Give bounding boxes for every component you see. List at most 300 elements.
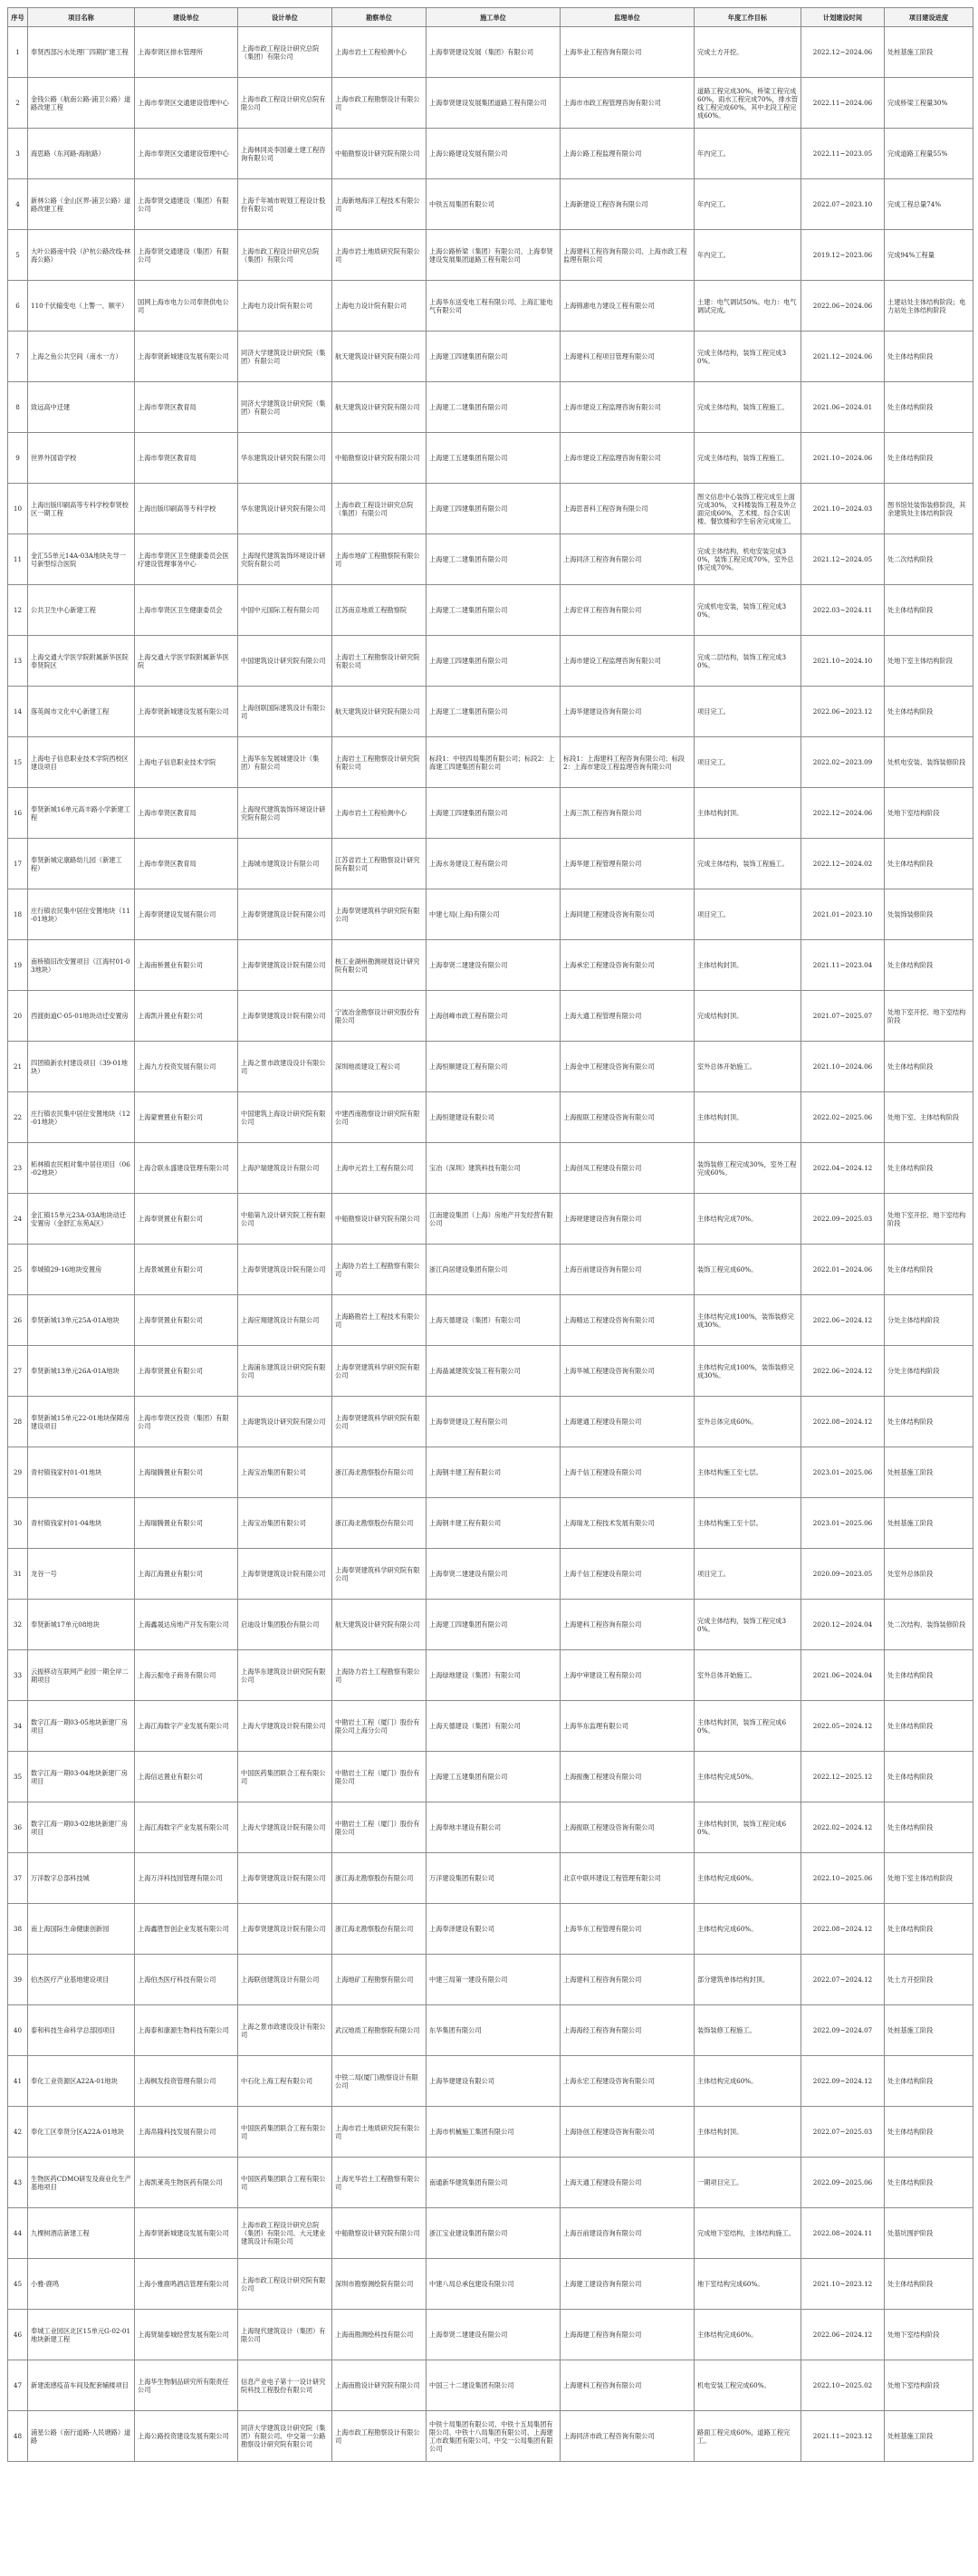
cell-owner: 上海出版印刷高等专科学校 (135, 484, 238, 534)
cell-owner: 上海小雅鹿鸣酒店管理有限公司 (135, 2259, 238, 2310)
cell-surveyor: 上海地矿工程勘察有限公司 (332, 1955, 427, 2005)
cell-goal: 完成结构封顶。 (695, 991, 801, 1042)
cell-designer: 上海沪瑞建筑设计有限公司 (238, 1143, 332, 1194)
cell-no: 2 (8, 78, 28, 129)
cell-designer: 上海林同炎李国豪土建工程咨询有限公司 (238, 129, 332, 179)
header-no: 序号 (8, 8, 28, 27)
cell-supervisor: 上海中审建设工程有限公司 (561, 1650, 695, 1701)
cell-no: 45 (8, 2259, 28, 2310)
cell-supervisor: 北京中联环建设工程管理有限公司 (561, 1853, 695, 1904)
cell-period: 2023.01~2025.06 (801, 1447, 885, 1498)
table-row (8, 230, 973, 281)
cell-supervisor: 上海千信工程建设有限公司 (561, 1447, 695, 1498)
cell-name: 西渡街道C-05-01地块动迁安置房 (28, 991, 135, 1042)
cell-designer: 上海现代建筑装饰环境设计研究院有限公司 (238, 534, 332, 585)
cell-progress: 处室外总体阶段 (885, 1549, 973, 1600)
table-row (8, 179, 973, 230)
cell-period: 2022.02~2023.09 (801, 737, 885, 788)
cell-progress: 处地下室主体结构阶段 (885, 636, 973, 687)
cell-period: 2022.09~2025.03 (801, 1194, 885, 1245)
cell-designer: 上海市政工程设计研究总院有限公司 (238, 78, 332, 129)
cell-period: 2022.07~2023.10 (801, 179, 885, 230)
cell-name: 奉贤新城15单元22-01地块保障房建设项目 (28, 1397, 135, 1447)
cell-progress: 处桩基施工阶段 (885, 2005, 973, 2056)
table-row (8, 2310, 973, 2360)
cell-no: 23 (8, 1143, 28, 1194)
cell-goal: 主体结构完成60%。 (695, 1853, 801, 1904)
cell-designer: 上海奉贤建筑设计院有限公司 (238, 1549, 332, 1600)
header-builder: 施工单位 (427, 8, 561, 27)
cell-surveyor: 中船勘察设计研究院有限公司 (332, 433, 427, 484)
cell-surveyor: 上海市岩土地质研究院有限公司 (332, 2107, 427, 2158)
cell-period: 2022.08~2024.12 (801, 1397, 885, 1447)
cell-name: 奉贤新城13单元25A-01A地块 (28, 1295, 135, 1346)
cell-progress: 处地下室开挖、地下室结构阶段 (885, 1194, 973, 1245)
cell-no: 40 (8, 2005, 28, 2056)
cell-builder: 上海华建建设有限公司 (427, 2056, 561, 2107)
cell-supervisor: 上海公路工程监理有限公司 (561, 129, 695, 179)
header-supervisor: 监理单位 (561, 8, 695, 27)
cell-no: 42 (8, 2107, 28, 2158)
cell-designer: 上海城市建筑设计有限公司 (238, 839, 332, 889)
cell-goal: 主体结构封顶，装饰工程完成60%。 (695, 1802, 801, 1853)
cell-goal: 主体结构封顶。 (695, 2107, 801, 2158)
cell-surveyor: 上海市政工程勘察设计有限公司 (332, 78, 427, 129)
cell-owner: 上海市奉贤区教育局 (135, 382, 238, 433)
cell-designer: 上海现代建筑设计（集团）有限公司 (238, 2310, 332, 2360)
cell-supervisor: 标段1：上海建科工程咨询有限公司；标段2：上海市建设工程监理咨询有限公司 (561, 737, 695, 788)
cell-progress: 处主体结构阶段 (885, 1904, 973, 1955)
table-row (8, 1955, 973, 2005)
cell-surveyor: 浙江海北勘察股份有限公司 (332, 1904, 427, 1955)
table-row (8, 1447, 973, 1498)
cell-period: 2022.06~2024.06 (801, 281, 885, 332)
cell-surveyor: 中船勘察设计研究院有限公司 (332, 2208, 427, 2259)
cell-supervisor: 上海市市政工程管理咨询有限公司 (561, 78, 695, 129)
cell-builder: 万洋建设集团有限公司 (427, 1853, 561, 1904)
cell-name: 落英阁市文化中心新建工程 (28, 687, 135, 737)
cell-goal: 年内完工。 (695, 230, 801, 281)
cell-no: 34 (8, 1701, 28, 1752)
cell-owner: 上海奉贤建设发展有限公司 (135, 889, 238, 940)
cell-designer: 上海奉贤建筑设计院有限公司 (238, 1245, 332, 1295)
cell-no: 14 (8, 687, 28, 737)
table-row (8, 332, 973, 382)
cell-owner: 上海市奉贤区教育局 (135, 839, 238, 889)
cell-period: 2022.08~2024.11 (801, 2208, 885, 2259)
table-row (8, 1549, 973, 1600)
cell-builder: 上海奉贤二建建设有限公司 (427, 940, 561, 991)
cell-name: 上海交通大学医学院附属新华医院奉贤院区 (28, 636, 135, 687)
cell-no: 27 (8, 1346, 28, 1397)
cell-period: 2021.12~2024.05 (801, 534, 885, 585)
cell-supervisor: 上海建科工程咨询有限公司 (561, 1600, 695, 1650)
cell-builder: 宝冶（深圳）建筑科技有限公司 (427, 1143, 561, 1194)
cell-designer: 中船第九设计研究院工程有限公司 (238, 1194, 332, 1245)
cell-goal: 主体结构完成100%，装饰装修完成30%。 (695, 1295, 801, 1346)
cell-builder: 上海公路建设发展有限公司 (427, 129, 561, 179)
cell-progress: 处地下室结构阶段 (885, 2360, 973, 2411)
cell-builder: 中国三十二建设集团有限公司 (427, 2360, 561, 2411)
cell-designer: 上海市政工程设计研究院有限公司 (238, 2259, 332, 2310)
cell-supervisor: 上海振联工程建设咨询有限公司 (561, 1802, 695, 1853)
cell-period: 2021.06~2024.01 (801, 382, 885, 433)
cell-progress: 处地下室结构阶段 (885, 2310, 973, 2360)
cell-goal: 室外总体完成60%。 (695, 1397, 801, 1447)
cell-no: 47 (8, 2360, 28, 2411)
cell-owner: 上海市奉贤区卫生健康委员会 (135, 585, 238, 636)
cell-goal: 完成主体结构，装饰工程施工。 (695, 382, 801, 433)
cell-name: 110千伏输变电（上警一、顺平） (28, 281, 135, 332)
table-row (8, 2411, 973, 2462)
cell-name: 上海出版印刷高等专科学校奉贤校区一期工程 (28, 484, 135, 534)
cell-supervisor: 上海华东工程管理有限公司 (561, 1904, 695, 1955)
cell-designer: 华东建筑设计研究院有限公司 (238, 433, 332, 484)
cell-surveyor: 中建西南勘察设计研究院有限公司 (332, 1092, 427, 1143)
cell-surveyor: 核工业湖州勘测规划设计研究院有限公司 (332, 940, 427, 991)
cell-period: 2021.01~2023.10 (801, 889, 885, 940)
cell-designer: 上海千年城市规划工程设计股份有限公司 (238, 179, 332, 230)
cell-progress: 处主体结构阶段 (885, 332, 973, 382)
cell-period: 2021.10~2023.12 (801, 2259, 885, 2310)
table-row (8, 281, 973, 332)
cell-surveyor: 上海市政工程勘察设计有限公司 (332, 2411, 427, 2462)
cell-supervisor: 上海百前建设咨询有限公司 (561, 2208, 695, 2259)
cell-period: 2021.12~2024.06 (801, 332, 885, 382)
cell-name: 小雅·鹿鸣 (28, 2259, 135, 2310)
cell-period: 2022.12~2024.06 (801, 27, 885, 78)
cell-supervisor: 上海华城工程建设咨询有限公司 (561, 1346, 695, 1397)
cell-goal: 装饰装修工程完成30%，室外工程完成60%。 (695, 1143, 801, 1194)
cell-surveyor: 中船勘察设计研究院有限公司 (332, 129, 427, 179)
cell-name: 金汇55单元14A-03A地块先导一号新型综合医院 (28, 534, 135, 585)
table-row (8, 788, 973, 839)
cell-owner: 上海市奉贤区教育局 (135, 433, 238, 484)
cell-builder: 上海建工二建集团有限公司 (427, 534, 561, 585)
table-row (8, 534, 973, 585)
cell-name: 上海电子信息职业技术学院西校区建设项目 (28, 737, 135, 788)
cell-progress: 处主体结构阶段 (885, 585, 973, 636)
cell-supervisor: 上海华业工程咨询有限公司 (561, 27, 695, 78)
cell-period: 2022.06~2024.12 (801, 2310, 885, 2360)
cell-name: 庄行镇农民集中居住安置地块（11-01地块） (28, 889, 135, 940)
cell-supervisor: 上海天通工程建设有限公司 (561, 2158, 695, 2208)
cell-designer: 华东建筑设计研究院有限公司 (238, 484, 332, 534)
cell-no: 8 (8, 382, 28, 433)
cell-no: 4 (8, 179, 28, 230)
cell-owner: 上海贤瑞泰城经营发展有限公司 (135, 2310, 238, 2360)
cell-builder: 南通新华建筑集团有限公司 (427, 2158, 561, 2208)
cell-goal: 主体结构施工至十层。 (695, 1498, 801, 1549)
cell-no: 32 (8, 1600, 28, 1650)
cell-supervisor: 上海永宏工程建设咨询有限公司 (561, 2056, 695, 2107)
cell-surveyor: 上海协力岩土工程勘察有限公司 (332, 1245, 427, 1295)
cell-goal: 道路工程完成30%，桥梁工程完成60%，雨水工程完成70%，排水管线工程完成60%，其中北段工程完成60%。 (695, 78, 801, 129)
cell-progress: 处桩基施工阶段 (885, 1447, 973, 1498)
cell-supervisor: 上海承宏工程建设咨询有限公司 (561, 940, 695, 991)
cell-goal: 年内完工。 (695, 179, 801, 230)
cell-surveyor: 上海协力岩土工程勘察有限公司 (332, 1650, 427, 1701)
cell-owner: 上海市奉贤区教育局 (135, 788, 238, 839)
cell-name: 九棵树酒店新建工程 (28, 2208, 135, 2259)
cell-designer: 上海华东发展城建设计（集团）有限公司 (238, 737, 332, 788)
cell-progress: 处主体结构阶段 (885, 2107, 973, 2158)
cell-owner: 上海奉贤置业有限公司 (135, 1295, 238, 1346)
cell-no: 19 (8, 940, 28, 991)
cell-no: 17 (8, 839, 28, 889)
cell-builder: 上海奉贤建设工程有限公司 (427, 1397, 561, 1447)
cell-builder: 上海建工五建集团有限公司 (427, 1752, 561, 1802)
table-row (8, 889, 973, 940)
cell-goal: 完成主体结构，装饰工程施工。 (695, 433, 801, 484)
cell-goal: 项目完工。 (695, 1549, 801, 1600)
cell-surveyor: 中勘岩土工程（厦门）股份有限公司 (332, 1752, 427, 1802)
table-row (8, 1904, 973, 1955)
cell-goal: 装饰装修工程施工。 (695, 2005, 801, 2056)
cell-goal: 完成地下室结构，主体结构施工。 (695, 2208, 801, 2259)
table-row (8, 737, 973, 788)
cell-surveyor: 上海市岩土工程检测中心 (332, 788, 427, 839)
cell-goal: 主体结构完成50%。 (695, 1752, 801, 1802)
cell-name: 奉贤新城16单元高丰路小学新建工程 (28, 788, 135, 839)
cell-surveyor: 航天建筑设计研究院有限公司 (332, 687, 427, 737)
cell-owner: 上海伯杰医疗科技有限公司 (135, 1955, 238, 2005)
cell-progress: 处桩基施工阶段 (885, 2411, 973, 2462)
cell-period: 2022.04~2024.12 (801, 1143, 885, 1194)
cell-surveyor: 中铁二局(厦门)勘察设计有限公司 (332, 2056, 427, 2107)
cell-period: 2023.01~2025.06 (801, 1498, 885, 1549)
cell-designer: 上海现代建筑装饰环境设计研究院有限公司 (238, 788, 332, 839)
cell-period: 2022.12~2024.06 (801, 788, 885, 839)
cell-name: 数字江海一期03-05地块新建厂房项目 (28, 1701, 135, 1752)
cell-surveyor: 航天建筑设计研究院有限公司 (332, 382, 427, 433)
cell-builder: 上海建工二建集团有限公司 (427, 687, 561, 737)
cell-owner: 上海鑫胜智创企业发展有限公司 (135, 1904, 238, 1955)
cell-name: 奉城工业园区北区15单元G-02-01地块新建工程 (28, 2310, 135, 2360)
cell-name: 奉化工区奉贤分区A22A-01地块 (28, 2107, 135, 2158)
cell-period: 2022.06~2024.12 (801, 1346, 885, 1397)
cell-goal: 一期项目完工。 (695, 2158, 801, 2208)
cell-period: 2022.11~2024.06 (801, 78, 885, 129)
cell-designer: 中石化上海工程有限公司 (238, 2056, 332, 2107)
cell-no: 35 (8, 1752, 28, 1802)
cell-designer: 启迪设计集团股份有限公司 (238, 1600, 332, 1650)
cell-builder: 上海华东送变电工程有限公司、上海汇能电气有限公司 (427, 281, 561, 332)
cell-name: 金钱公路（航南公路-浦卫公路）道路改建工程 (28, 78, 135, 129)
cell-name: 奉贤新城13单元26A-01A地块 (28, 1346, 135, 1397)
cell-supervisor: 上海建通工程建设有限公司 (561, 1397, 695, 1447)
cell-builder: 上海奉贤建设发展集团道路工程有限公司 (427, 78, 561, 129)
cell-name: 奉城镇29-16地块安置房 (28, 1245, 135, 1295)
cell-builder: 中铁五局集团有限公司 (427, 179, 561, 230)
cell-builder: 上海奉贤二建建设有限公司 (427, 1549, 561, 1600)
cell-period: 2021.11~2023.04 (801, 940, 885, 991)
cell-period: 2022.03~2024.11 (801, 585, 885, 636)
cell-period: 2020.12~2024.04 (801, 1600, 885, 1650)
cell-supervisor: 上海市建设工程监理咨询有限公司 (561, 636, 695, 687)
cell-owner: 上海江海数字产业发展有限公司 (135, 1701, 238, 1752)
cell-no: 18 (8, 889, 28, 940)
header-goal: 年度工作目标 (695, 8, 801, 27)
cell-owner: 上海枫发投资管理有限公司 (135, 2056, 238, 2107)
cell-surveyor: 浙江海北勘察股份有限公司 (332, 1498, 427, 1549)
cell-progress: 处主体结构阶段 (885, 2259, 973, 2310)
cell-goal: 完成主体结构，装饰工程完成30%。 (695, 332, 801, 382)
cell-owner: 上海南桥置业有限公司 (135, 940, 238, 991)
cell-period: 2021.10~2024.10 (801, 636, 885, 687)
cell-no: 12 (8, 585, 28, 636)
cell-progress: 处二次结构阶段 (885, 534, 973, 585)
cell-designer: 上海奉贤建筑设计院有限公司 (238, 940, 332, 991)
cell-goal: 主体结构封顶。 (695, 788, 801, 839)
cell-supervisor: 上海同建工程建设咨询有限公司 (561, 889, 695, 940)
cell-progress: 处主体结构阶段 (885, 839, 973, 889)
table-row (8, 1650, 973, 1701)
cell-no: 36 (8, 1802, 28, 1853)
cell-progress: 处主体结构阶段 (885, 1397, 973, 1447)
cell-owner: 上海市奉贤区投资（集团）有限公司 (135, 1397, 238, 1447)
cell-no: 22 (8, 1092, 28, 1143)
cell-no: 24 (8, 1194, 28, 1245)
cell-name: 青村镇钱家村01-04地块 (28, 1498, 135, 1549)
cell-goal: 完成二层结构，装饰工程完成30%。 (695, 636, 801, 687)
cell-builder: 上海创峰市政工程有限公司 (427, 991, 561, 1042)
cell-no: 21 (8, 1042, 28, 1092)
table-row (8, 382, 973, 433)
cell-progress: 处桩基施工阶段 (885, 27, 973, 78)
table-row (8, 687, 973, 737)
cell-name: 上海之鱼公共空间（南水一方） (28, 332, 135, 382)
table-row (8, 484, 973, 534)
cell-no: 16 (8, 788, 28, 839)
cell-name: 数字江海一期03-02地块新建厂房项目 (28, 1802, 135, 1853)
cell-surveyor: 深圳地质建设工程公司 (332, 1042, 427, 1092)
cell-name: 伯杰医疗产业基地建设项目 (28, 1955, 135, 2005)
project-sheet (7, 7, 973, 2462)
cell-progress: 处主体结构阶段 (885, 2158, 973, 2208)
cell-designer: 中国建筑设计研究院有限公司 (238, 636, 332, 687)
cell-goal: 图文信息中心装饰工程完成至上面完成30%，文科楼装饰工程及外立面完成60%，艺术楼、综合实训楼、餐饮楼和学生宿舍完成竣工。 (695, 484, 801, 534)
table-row (8, 1397, 973, 1447)
cell-builder: 中建八局总承包建设有限公司 (427, 2259, 561, 2310)
cell-builder: 上海奉泽建设有限公司 (427, 1904, 561, 1955)
cell-progress: 处主体结构阶段 (885, 1042, 973, 1092)
cell-period: 2021.11~2023.12 (801, 2411, 885, 2462)
cell-builder: 上海绿地建设（集团）有限公司 (427, 1650, 561, 1701)
cell-goal: 主体结构完成60%。 (695, 1904, 801, 1955)
cell-period: 2019.12~2023.06 (801, 230, 885, 281)
cell-progress: 处主体结构阶段 (885, 1701, 973, 1752)
cell-supervisor: 上海振联工程建设咨询有限公司 (561, 1092, 695, 1143)
cell-goal: 室外总体开始施工。 (695, 1042, 801, 1092)
cell-designer: 上海宝冶集团有限公司 (238, 1447, 332, 1498)
cell-owner: 上海鑫晟达房地产开发有限公司 (135, 1600, 238, 1650)
cell-progress: 处机电安装、装饰装修阶段 (885, 737, 973, 788)
header-period: 计划建设时间 (801, 8, 885, 27)
table-row (8, 2360, 973, 2411)
table-row (8, 1498, 973, 1549)
header-surveyor: 勘察单位 (332, 8, 427, 27)
cell-owner: 上海交通大学医学院附属新华医院 (135, 636, 238, 687)
table-row (8, 2208, 973, 2259)
cell-surveyor: 上海奉贤建筑科学研究院有限公司 (332, 1549, 427, 1600)
table-row (8, 2107, 973, 2158)
cell-no: 43 (8, 2158, 28, 2208)
cell-designer: 同济大学建筑设计研究院（集团）有限公司 (238, 382, 332, 433)
cell-owner: 上海公路投资建设发展有限公司 (135, 2411, 238, 2462)
cell-builder: 江南建设集团（上海）房地产开发经营有限公司 (427, 1194, 561, 1245)
cell-progress: 图书馆处装饰装修阶段，其余建筑处主体结构阶段 (885, 484, 973, 534)
cell-supervisor: 上海振衡工程建设有限公司 (561, 1752, 695, 1802)
cell-builder: 标段1：中铁四局集团有限公司；标段2：上海建工四建集团有限公司 (427, 737, 561, 788)
table-row (8, 2056, 973, 2107)
cell-builder: 中铁十局集团有限公司、中铁十五局集团有限公司、中铁十八局集团有限公司、上海建工市政集团有限公司、中交一公局集团有限公司 (427, 2411, 561, 2462)
cell-name: 奉化工业资源区A22A-01地块 (28, 2056, 135, 2107)
cell-goal: 主体结构封顶。 (695, 940, 801, 991)
cell-goal: 主体结构完成100%，装饰装修完成30%。 (695, 1346, 801, 1397)
cell-designer: 同济大学建筑设计研究院（集团）有限公司、中交第一公路勘察设计研究院有限公司 (238, 2411, 332, 2462)
cell-period: 2021.10~2024.06 (801, 1042, 885, 1092)
cell-owner: 上海九方投资发展有限公司 (135, 1042, 238, 1092)
cell-owner: 上海市奉贤区交通建设管理中心 (135, 129, 238, 179)
cell-designer: 上海浦东建筑设计研究院有限公司 (238, 1346, 332, 1397)
cell-no: 13 (8, 636, 28, 687)
cell-owner: 上海江海置业有限公司 (135, 1549, 238, 1600)
cell-owner: 上海市奉贤区卫生健康委员会医疗建设管理事务中心 (135, 534, 238, 585)
table-row (8, 1802, 973, 1853)
cell-no: 1 (8, 27, 28, 78)
cell-builder: 上海建工二建集团有限公司 (427, 382, 561, 433)
cell-period: 2022.07~2024.12 (801, 1955, 885, 2005)
cell-owner: 上海泰和康源生物科技有限公司 (135, 2005, 238, 2056)
cell-supervisor: 上海华东监理有限公司 (561, 1701, 695, 1752)
cell-builder: 上海市机械施工集团有限公司 (427, 2107, 561, 2158)
cell-supervisor: 上海市建设工程监理咨询有限公司 (561, 433, 695, 484)
cell-goal: 机电安装工程完成60%。 (695, 2360, 801, 2411)
cell-goal: 项目完工。 (695, 889, 801, 940)
cell-name: 大叶公路南中段（沪杭公路改线-林海公路） (28, 230, 135, 281)
cell-builder: 上海钢丰建工程有限公司 (427, 1498, 561, 1549)
cell-goal: 地下室结构完成60%。 (695, 2259, 801, 2310)
cell-period: 2022.09~2024.07 (801, 2005, 885, 2056)
cell-no: 10 (8, 484, 28, 534)
cell-progress: 处土方开挖阶段 (885, 1955, 973, 2005)
cell-name: 龙谷一号 (28, 1549, 135, 1600)
cell-progress: 完成94%工程量 (885, 230, 973, 281)
cell-supervisor: 上海三凯工程咨询有限公司 (561, 788, 695, 839)
cell-surveyor: 上海市地矿工程勘察院有限公司 (332, 534, 427, 585)
cell-name: 世界外国语学校 (28, 433, 135, 484)
cell-progress: 处地下室结构阶段 (885, 788, 973, 839)
cell-builder: 上海建工二建集团有限公司 (427, 585, 561, 636)
table-row (8, 1092, 973, 1143)
cell-period: 2022.06~2024.12 (801, 1295, 885, 1346)
cell-designer: 上海电力设计院有限公司 (238, 281, 332, 332)
cell-goal: 主体结构完成60%。 (695, 2310, 801, 2360)
cell-owner: 上海凯莱英生物医药有限公司 (135, 2158, 238, 2208)
cell-supervisor: 上海瑞龙工程技术发展有限公司 (561, 1498, 695, 1549)
cell-designer: 上海之景市政建设设计有限公司 (238, 1042, 332, 1092)
cell-goal: 主体结构完成60%。 (695, 2056, 801, 2107)
cell-owner: 上海奉贤置业有限公司 (135, 1346, 238, 1397)
cell-goal: 项目完工。 (695, 737, 801, 788)
cell-name: 浦星公路（南行道路-人民塘路）道路 (28, 2411, 135, 2462)
cell-owner: 国网上海市电力公司奉贤供电公司 (135, 281, 238, 332)
cell-name: 致远高中迁建 (28, 382, 135, 433)
cell-designer: 上海宝冶集团有限公司 (238, 1498, 332, 1549)
cell-owner: 上海万洋科技园管理有限公司 (135, 1853, 238, 1904)
cell-goal: 室外总体开始施工。 (695, 1650, 801, 1701)
